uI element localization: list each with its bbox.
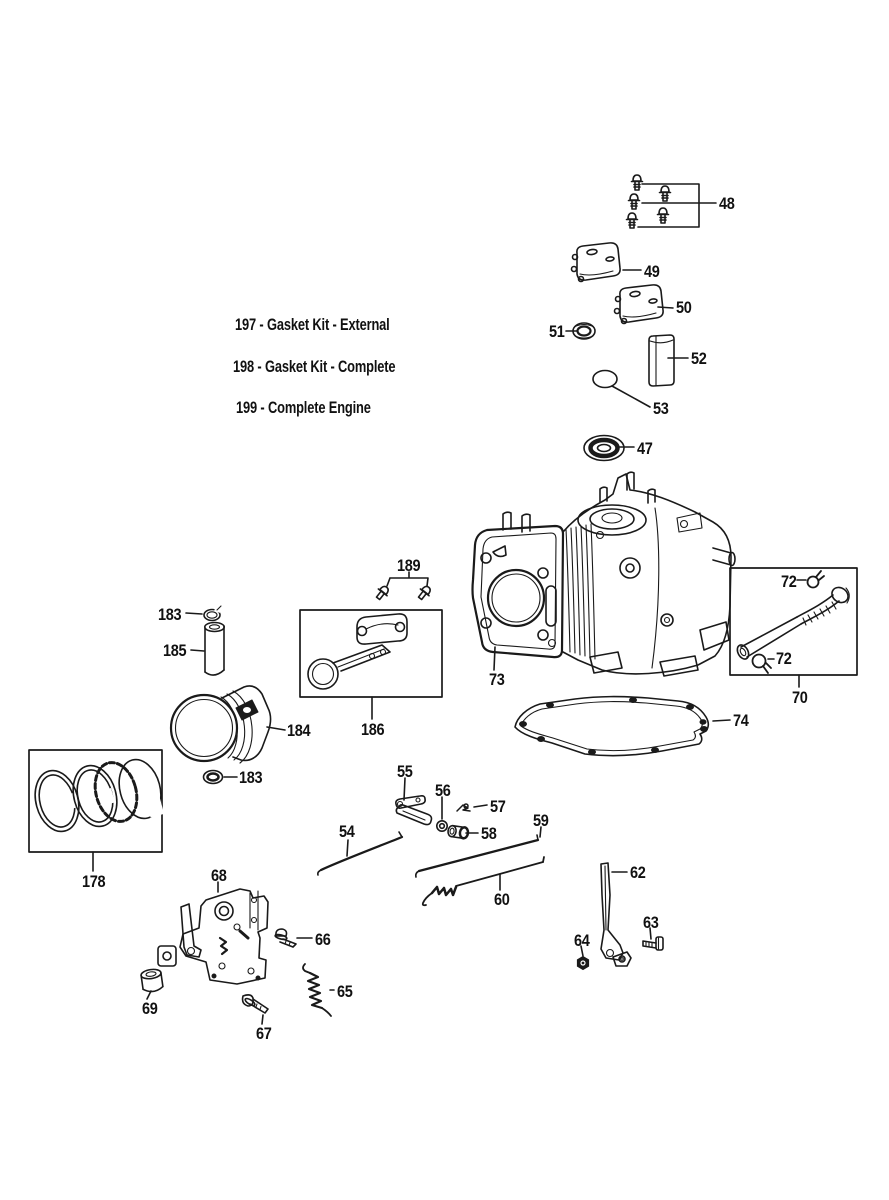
part-label-185: 185 xyxy=(163,642,187,660)
rod-bolts-189 xyxy=(374,584,433,602)
kit-item-197: 197 - Gasket Kit - External xyxy=(235,316,390,334)
part-label-73: 73 xyxy=(489,671,505,689)
part-label-51: 51 xyxy=(549,323,565,341)
nut-64 xyxy=(577,957,588,970)
part-label-47: 47 xyxy=(637,440,653,458)
bushing-58 xyxy=(447,825,468,839)
part-label-178: 178 xyxy=(82,873,106,891)
part-label-184: 184 xyxy=(287,722,311,740)
crankcase-gasket-74 xyxy=(515,697,708,756)
reed-plate-50 xyxy=(615,285,664,324)
part-label-67: 67 xyxy=(256,1025,272,1043)
part-label-59: 59 xyxy=(533,812,549,830)
part-label-69: 69 xyxy=(142,1000,158,1018)
part-label-56: 56 xyxy=(435,782,451,800)
part-label-48: 48 xyxy=(719,195,735,213)
connecting-rod-186 xyxy=(300,610,442,697)
kit-item-198: 198 - Gasket Kit - Complete xyxy=(233,358,396,376)
extension-spring-65 xyxy=(303,964,331,1016)
screw-set-48 xyxy=(627,175,671,228)
bolt-66 xyxy=(275,929,296,947)
part-label-183-top: 183 xyxy=(158,606,182,624)
part-label-52: 52 xyxy=(691,350,707,368)
part-label-65: 65 xyxy=(337,983,353,1001)
retaining-ring-183-top xyxy=(204,605,222,620)
part-label-72-top: 72 xyxy=(781,573,797,591)
plug-53 xyxy=(593,371,617,388)
bolt-63 xyxy=(643,937,663,950)
part-label-53: 53 xyxy=(653,400,669,418)
part-label-50: 50 xyxy=(676,299,692,317)
sleeve-52 xyxy=(649,335,674,386)
kit-item-199: 199 - Complete Engine xyxy=(236,399,371,417)
bushing-69 xyxy=(140,968,163,993)
part-label-68: 68 xyxy=(211,867,227,885)
hose-clamp-72-bottom xyxy=(753,655,772,674)
part-label-189: 189 xyxy=(397,557,421,575)
cylinder-assembly-73 xyxy=(473,472,736,676)
part-label-58: 58 xyxy=(481,825,497,843)
piston-pin-185 xyxy=(205,623,224,676)
part-label-60: 60 xyxy=(494,891,510,909)
governor-spring-link-59 xyxy=(416,835,538,877)
part-label-66: 66 xyxy=(315,931,331,949)
bolt-67 xyxy=(243,995,268,1013)
retaining-ring-183-bottom xyxy=(204,771,223,784)
piston-ring-set-178 xyxy=(29,750,167,852)
part-label-49: 49 xyxy=(644,263,660,281)
leader-lines xyxy=(93,184,806,1024)
part-label-64: 64 xyxy=(574,932,590,950)
throttle-lever-55 xyxy=(396,796,432,825)
part-label-72-bottom: 72 xyxy=(776,650,792,668)
part-label-63: 63 xyxy=(643,914,659,932)
part-label-186: 186 xyxy=(361,721,385,739)
piston-184 xyxy=(171,686,271,763)
oil-seal-47 xyxy=(584,436,624,461)
governor-arm-62 xyxy=(601,863,631,966)
breather-plate-49 xyxy=(572,243,621,282)
part-label-74: 74 xyxy=(733,712,749,730)
hose-clamp-72-top xyxy=(808,571,825,588)
part-label-62: 62 xyxy=(630,864,646,882)
part-label-57: 57 xyxy=(490,798,506,816)
governor-rod-54 xyxy=(318,832,402,875)
part-label-55: 55 xyxy=(397,763,413,781)
washer-56 xyxy=(437,821,447,831)
part-label-183-bottom: 183 xyxy=(239,769,263,787)
clip-57 xyxy=(457,804,470,811)
part-label-70: 70 xyxy=(792,689,808,707)
part-label-54: 54 xyxy=(339,823,355,841)
control-bracket-68 xyxy=(158,889,268,984)
